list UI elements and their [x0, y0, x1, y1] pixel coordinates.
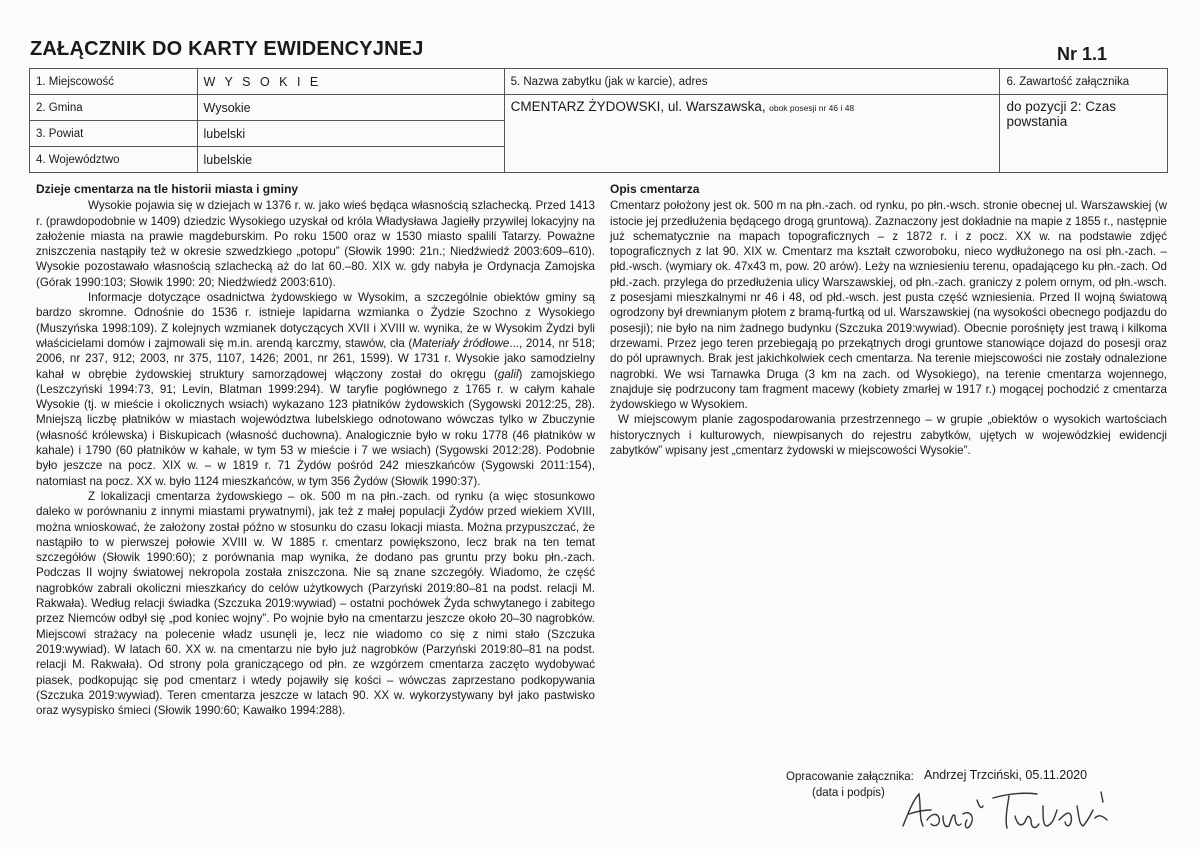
contents-text: do pozycji 2: Czas powstania	[1006, 99, 1117, 129]
field-value-voivodeship: lubelskie	[197, 147, 504, 173]
description-paragraph-1: Cmentarz położony jest ok. 500 m na płn.-zach. od rynku, po płn.-wsch. stronie obecnej ul. Warszawskiej (w istocie jej przedłużenia będącego drogą gruntową). Zaznaczony jest dokładnie na mapie z 1855 r., następnie już schematycznie na mapach topograficznych – z 1872 r. i z pocz. XX w. na podstawie zdjęć topograficznych z lat 90. XIX w. Cmentarz ma kształt czworoboku, nieco wydłużonego na osi płn.-zach. – płd.-wsch. (wymiary ok. 47x43 m, pow. 20 arów). Leży na wzniesieniu terenu, opadającego ku płn.-zach. Od płd.-zach. przylega do przedłużenia ulicy Warszawskiej, od płn.-zach. graniczy z polem ornym, od płn.-wsch. z posesjami mieszkalnymi nr 46 i 48, od płd.-wsch. jest pusta część wzniesienia. Przed II wojną światową ogrodzony był drewnianym płotem z bramą-furtką od ul. Warszawskiej (na wysokości obecnego podjazdu do posesji); nie było na nim żadnego budynku (Szczuka 2019:wywiad). Obecnie porośnięty jest trawą i kilkoma drzewami. Przez jego teren przebiegają po przekątnych drogi gruntowe stanowiące dojazd do posesji oraz do pól uprawnych. Brak jest jakichkolwiek cech cmentarza. Na terenie miejscowości nie zostały odnalezione nagrobki. We wsi Tarnawka Druga (3 km na zach. od Wysokiego), na terenie cmentarza wojennego, znajduje się podrzucony tam fragment macewy (kobiety zmarłej w 1917 r.) mogącej pochodzić z cmentarza żydowskiego w Wysokiem.	[610, 199, 1167, 412]
history-paragraph-2-part-a: Informacje dotyczące osadnictwa żydowskiego w Wysokim, a szczególnie obiektów gminy są bardzo skromne. Odnośnie do 1536 r. istnieje lapidarna wzmianka o Żydzie Szochno z Wysokiego (Muszyńska 1998:109). Z kolejnych wzmianek dotyczących XVII i XVIII w. wynika, że w Wysokim Żydzi byli właścicielami domów i zajmowali się m.in. arendą karczmy, stawów, cła (	[36, 291, 595, 350]
metadata-table	[29, 68, 1168, 173]
field-value-contents	[1000, 95, 1168, 173]
date-signature-note: (data i podpis)	[812, 787, 885, 799]
description-section	[610, 182, 1167, 458]
field-label-commune: 2. Gmina	[30, 95, 198, 121]
field-value-commune: Wysokie	[197, 95, 504, 121]
history-paragraph-3: Z lokalizacji cmentarza żydowskiego – ok. 500 m na płn.-zach. od rynku (a więc stosunkowo daleko w porównaniu z innymi miastami prywatnymi), jak też z małej populacji Żydów przed wiekiem XVIII, można wnioskować, że założony został późno w stosunku do czasu lokacji miasta. Można przypuszczać, że nastąpiło to w pierwszej połowie XVIII w. W 1885 r. cmentarz powiększono, lecz brak na ten temat szczegółów (Słowik 1990:60); z porównania map wynika, że dodano pas gruntu przy boku płn.-zach. Podczas II wojny światowej nekropola została zniszczona. Nie są znane szczegóły. Wiadomo, że część nagrobków zabrali okoliczni mieszkańcy do celów użytkowych (Parzyński 2019:80–81 na podst. relacji M. Rakwała). Według relacji świadka (Szczuka 2019:wywiad) – ostatni pochówek Żyda schwytanego i zabitego przez Niemców odbył się „pod koniec wojny”. Po wojnie było na cmentarzu jeszcze około 20–30 nagrobków. Miejscowi strażacy na polecenie władz usunęli je, lecz nie wiadomo co się z nimi stało (Szczuka 2019:wywiad). W latach 60. XX w. na cmentarzu nie było już nagrobków (Parzyński 2019:80–81 na podst. relacji M. Rakwała). Od strony pola graniczącego od płn. ze wzgórzem cmentarza zaczęto wydobywać piasek, podkopując się pod cmentarz i wtedy pojawiły się kości – wówczas zaprzestano podkopywania (Szczuka 2019:wywiad). Teren cmentarza jeszcze w latach 90. XX w. wykorzystywany był jako pastwisko oraz wysypisko śmieci (Słowik 1990:60; Kawałko 1994:288).	[36, 489, 595, 718]
history-paragraph-2	[36, 290, 595, 489]
field-label-locality: 1. Miejscowość	[30, 69, 198, 95]
history-section	[36, 182, 595, 718]
monument-address-note: obok posesji nr 46 i 48	[769, 103, 855, 113]
description-heading: Opis cmentarza	[610, 182, 700, 196]
author-date: Andrzej Trzciński, 05.11.2020	[924, 768, 1088, 782]
history-heading: Dzieje cmentarza na tle historii miasta i gminy	[36, 182, 299, 196]
document-title: ZAŁĄCZNIK DO KARTY EWIDENCYJNEJ	[30, 38, 424, 60]
history-paragraph-2-italic-galil: galil	[497, 367, 519, 381]
field-label-county: 3. Powiat	[30, 121, 198, 147]
description-paragraph-2: W miejscowym planie zagospodarowania przestrzennego – w grupie „obiektów o wysokich wartościach historycznych i kulturowych, niewpisanych do rejestru zabytków, ujętych w wojewódzkiej ewidencji zabytków” wpisany jest „cmentarz żydowski w miejscowości Wysokie”.	[610, 413, 1167, 458]
monument-name-text: CMENTARZ ŻYDOWSKI, ul. Warszawska,	[510, 99, 766, 114]
field-value-county: lubelski	[197, 121, 504, 147]
field-value-locality: W Y S O K I E	[197, 69, 504, 95]
field-label-monument-name: 5. Nazwa zabytku (jak w karcie), adres	[504, 69, 1000, 95]
history-paragraph-1: Wysokie pojawia się w dziejach w 1376 r. w. jako wieś będąca własnością szlachecką. Przed 1413 r. (prawdopodobnie w 1409) dziedzic Wysokiego uzyskał od króla Władysława Jagiełły przywilej lokacyjny na założenie miasta na prawie magdeburskim. Po roku 1500 oraz w 1530 miasto spalili Tatarzy. Poważne zniszczenia nastąpiły też w okresie szwedzkiego „potopu” (Słowik 1990: 21n.; Niedźwiedź 2003:609–610). Wysokie pozostawało własnością szlachecką aż do lat 60.–80. XIX w. gdy nabyła je Ordynacja Zamojska (Górak 1990:103; Słowik 1990: 20; Niedźwiedź 2003:610).	[36, 199, 595, 289]
handwritten-signature	[897, 776, 1119, 840]
field-value-monument-name	[504, 95, 1000, 173]
attachment-number: Nr 1.1	[1056, 44, 1107, 64]
history-paragraph-2-part-b: ..., 2014, nr 518; 2006, nr 237, 912; 2003, nr 375, 1107, 1426; 2001, nr 261, 1599). W 1731 r. Wysokie jako samodzielny kahał w obrębie żydowskiej struktury samorządowej włączony został do okręgu (	[36, 336, 596, 381]
history-paragraph-2-italic-source: Materiały źródłowe	[412, 336, 510, 350]
field-label-contents: 6. Zawartość załącznika	[1000, 69, 1168, 95]
footer	[786, 768, 1088, 799]
field-label-voivodeship: 4. Województwo	[30, 147, 198, 173]
history-paragraph-2-part-c: ) zamojskiego (Leszczyński 1994:73, 91; Levin, Blatman 1999:294). W taryfie pogłównego z 1765 r. w całym kahale Wysokie (tj. w mieście i okolicznych wsiach) wykazano 123 płatników żydowskich (Sygowski 2012:25, 28). Mniejszą liczbę płatników w miastach województwa lubelskiego odnotowano wówczas tylko w Zbuczynie (własność królewska) i Biskupicach (własność duchowna). Analogicznie było w roku 1778 (46 płatników w kahale) i 1790 (60 płatników w kahale, w tym 53 w mieście i 7 we wsiach) (Sygowski 2012:28). Podobnie było jeszcze na pocz. XIX w. – w 1819 r. 71 Żydów pośród 242 mieszkańców (Sygowski 2011:154), natomiast na pocz. XX w. było 1124 mieszkańców, w tym 356 Żydów (Słowik 1990:37).	[36, 367, 596, 488]
prepared-by-label: Opracowanie załącznika:	[786, 771, 914, 783]
